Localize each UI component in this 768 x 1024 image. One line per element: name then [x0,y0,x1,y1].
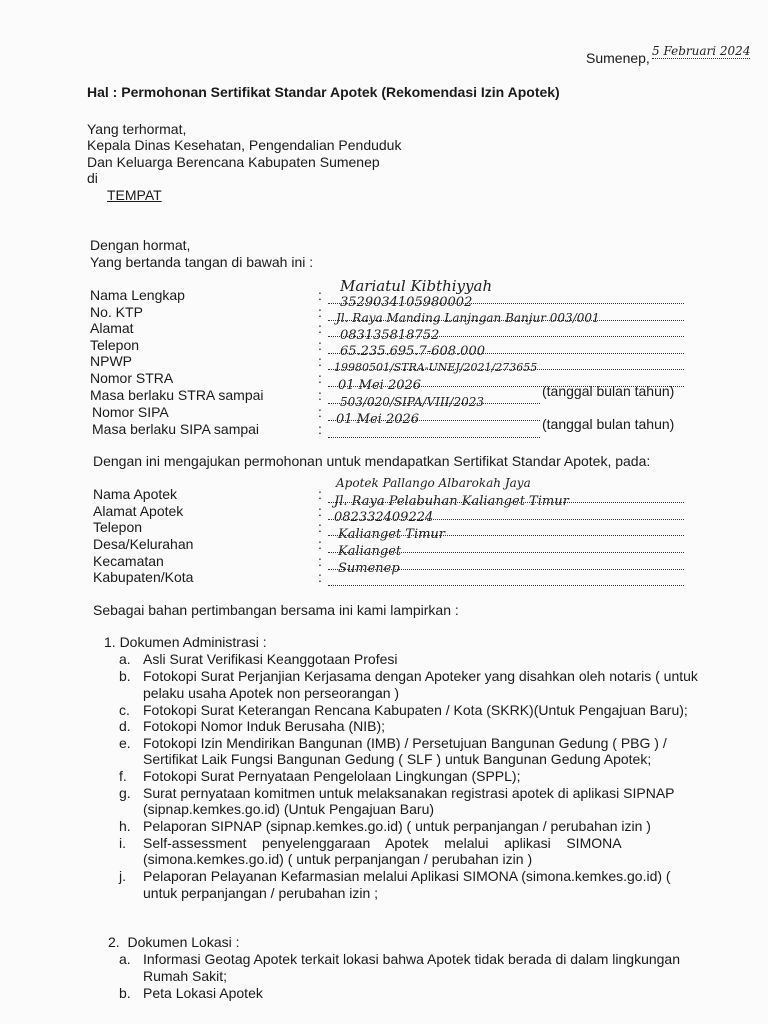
subject-line: Hal : Permohonan Sertifikat Standar Apotek (Rekomendasi Izin Apotek) [87,84,560,100]
value-nama-lengkap: Mariatul Kibthiyyah [340,277,493,295]
list-marker: e. [119,735,131,751]
list-marker: b. [119,668,131,684]
list-marker: b. [119,985,131,1001]
value-nomor-stra: 19980501/STRA-UNEJ/2021/273655 [334,361,538,374]
list-marker: a. [119,951,131,967]
label-npwp: NPWP [90,353,132,369]
list-item-cont: untuk perpanjangan / perubahan izin ; [143,885,379,901]
label-kecamatan: Kecamatan [93,553,164,569]
list-marker: f. [119,768,127,784]
colon: : [318,569,322,585]
colon: : [318,519,322,535]
value-kabupaten: Sumenep [338,561,400,576]
addressee-line-4: di [87,170,98,186]
list-item: Fotokopi Surat Perjanjian Kerjasama dengan Apoteker yang disahkan oleh notaris ( untuk [143,668,698,684]
list-marker: g. [119,785,131,801]
colon: : [318,370,322,386]
attachments-intro: Sebagai bahan pertimbangan bersama ini kami lampirkan : [93,602,459,618]
colon: : [318,404,322,420]
list-item: Peta Lokasi Apotek [143,985,263,1001]
greeting-line-2: Yang bertanda tangan di bawah ini : [90,254,314,270]
value-telepon-apotek: 082332409224 [334,510,434,525]
colon: : [318,337,322,353]
list-item: Fotokopi Izin Mendirikan Bangunan (IMB) / Persetujuan Bangunan Gedung ( PBG ) / [143,735,667,751]
value-alamat-apotek: Jl. Raya Pelabuhan Kalianget Timur [334,494,569,509]
list-item: Self-assessment penyelenggaraan Apotek melalui aplikasi SIMONA [143,835,622,851]
addressee-line-3: Dan Keluarga Berencana Kabupaten Sumenep [87,154,380,170]
colon: : [318,304,322,320]
value-masa-sipa: 01 Mei 2026 [336,412,420,427]
list-item: Pelaporan Pelayanan Kefarmasian melalui Aplikasi SIMONA (simona.kemkes.go.id) ( [143,868,671,884]
greeting-line-1: Dengan hormat, [90,237,191,253]
label-alamat: Alamat [90,320,134,336]
list-item-cont: Rumah Sakit; [143,968,228,984]
doc-lokasi-title: 2. Dokumen Lokasi : [108,934,240,950]
suffix-masa-sipa: (tanggal bulan tahun) [542,416,675,432]
value-kecamatan: Kalianget [338,544,402,559]
value-alamat: Jl. Raya Manding Lanjngan Banjur 003/001 [336,311,600,325]
value-nama-apotek: Apotek Pallango Albarokah Jaya [336,476,531,490]
addressee-line-1: Yang terhormat, [87,121,187,137]
label-desa: Desa/Kelurahan [93,536,194,552]
value-npwp: 65.235.695.7-608.000 [340,344,485,359]
label-telepon-apotek: Telepon [93,519,143,535]
label-telepon: Telepon [90,337,140,353]
list-marker: c. [119,702,130,718]
suffix-masa-stra: (tanggal bulan tahun) [542,383,675,399]
list-item: Asli Surat Verifikasi Keanggotaan Profesi [143,651,398,667]
list-item: Fotokopi Nomor Induk Berusaha (NIB); [143,718,385,734]
list-item: Pelaporan SIPNAP (sipnap.kemkes.go.id) ( untuk perpanjangan / perubahan izin ) [143,818,651,834]
colon: : [318,421,322,437]
label-nama-lengkap: Nama Lengkap [90,287,185,303]
list-item: Informasi Geotag Apotek terkait lokasi bahwa Apotek tidak berada di dalam lingkungan [143,951,680,967]
colon: : [318,287,322,303]
doc-admin-title: 1. Dokumen Administrasi : [104,634,267,650]
colon: : [318,320,322,336]
label-nama-apotek: Nama Apotek [93,486,178,502]
value-masa-stra: 01 Mei 2026 [338,378,422,393]
list-item: Fotokopi Surat Pernyataan Pengelolaan Lingkungan (SPPL); [143,768,521,784]
list-marker: i. [119,835,126,851]
colon: : [318,503,322,519]
list-item-cont: (simona.kemkes.go.id) ( untuk perpanjangan / perubahan izin ) [143,851,533,867]
list-item-cont: (sipnap.kemkes.go.id) (Untuk Pengajuan Baru) [143,801,435,817]
label-nomor-sipa: Nomor SIPA [92,404,169,420]
list-item: Surat pernyataan komitmen untuk melaksanakan registrasi apotek di aplikasi SIPNAP [143,785,675,801]
addressee-line-2: Kepala Dinas Kesehatan, Pengendalian Penduduk [87,137,402,153]
value-no-ktp: 3529034105980002 [340,295,473,310]
value-telepon: 083135818752 [340,328,440,343]
list-item-cont: pelaku usaha Apotek non perseorangan ) [143,685,400,701]
list-marker: d. [119,718,131,734]
label-masa-sipa: Masa berlaku SIPA sampai [92,421,260,437]
colon: : [318,536,322,552]
label-alamat-apotek: Alamat Apotek [93,503,184,519]
label-kabupaten: Kabupaten/Kota [93,569,194,585]
label-no-ktp: No. KTP [90,304,143,320]
colon: : [318,486,322,502]
list-marker: a. [119,651,131,667]
request-text: Dengan ini mengajukan permohonan untuk mendapatkan Sertifikat Standar Apotek, pada: [93,453,651,469]
list-item: Fotokopi Surat Keterangan Rencana Kabupaten / Kota (SKRK)(Untuk Pengajuan Baru); [143,702,688,718]
label-nomor-stra: Nomor STRA [90,370,174,386]
list-marker: j. [119,868,126,884]
list-item-cont: Sertifikat Laik Fungsi Bangunan Gedung ( SLF ) untuk Bangunan Gedung Apotek; [143,751,652,767]
value-nomor-sipa: 503/020/SIPA/VIII/2023 [340,395,485,409]
date-value: 5 Februari 2024 [652,44,751,58]
place-label: Sumenep, [586,50,650,66]
list-marker: h. [119,818,131,834]
colon: : [318,387,322,403]
label-masa-stra: Masa berlaku STRA sampai [90,387,264,403]
value-desa: Kalianget Timur [338,527,446,542]
colon: : [318,553,322,569]
colon: : [318,353,322,369]
addressee-tempat: TEMPAT [107,187,162,203]
